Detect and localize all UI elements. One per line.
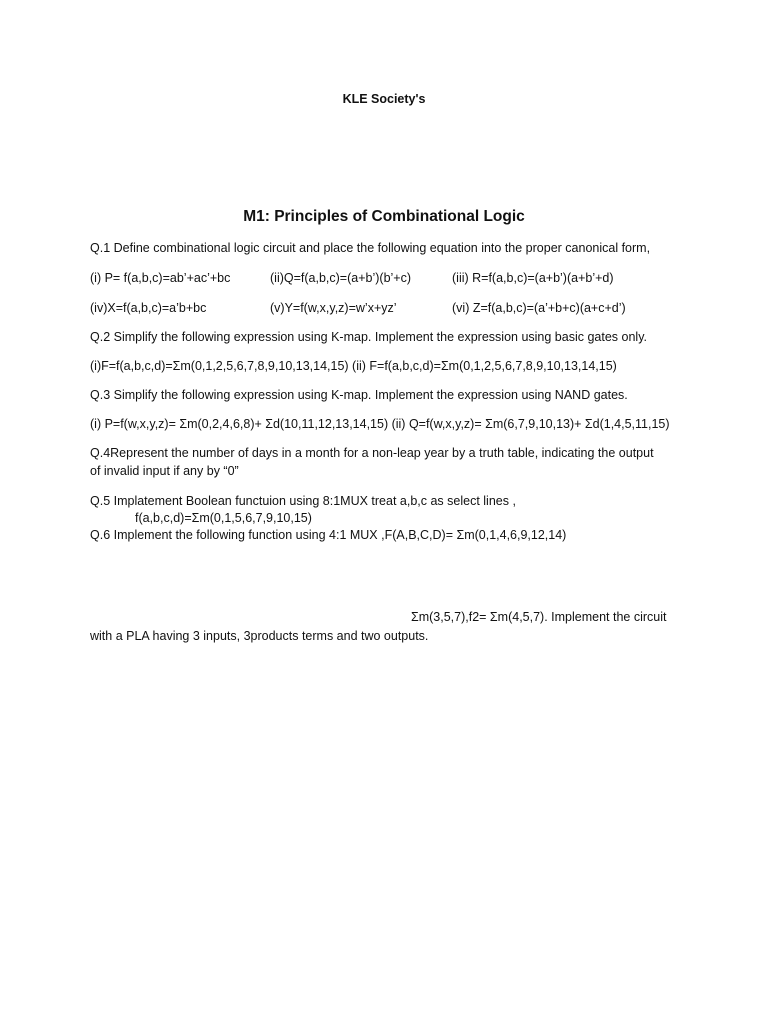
question-2-text: Q.2 Simplify the following expression using K-map. Implement the expression using basic gates only. — [90, 330, 647, 344]
question-3-expression: (i) P=f(w,x,y,z)= Σm(0,2,4,6,8)+ Σd(10,11,12,13,14,15) (ii) Q=f(w,x,y,z)= Σm(6,7,9,10,13)+ Σd(1,4,5,11,15) — [90, 417, 670, 431]
question-5-line-2: f(a,b,c,d)=Σm(0,1,5,6,7,9,10,15) — [135, 511, 312, 525]
question-4-line-1: Q.4Represent the number of days in a month for a non-leap year by a truth table, indicating the output — [90, 446, 654, 460]
question-1-item-ii: (ii)Q=f(a,b,c)=(a+b’)(b’+c) — [270, 271, 412, 285]
question-1-text: Q.1 Define combinational logic circuit and place the following equation into the proper canonical form, — [90, 241, 651, 255]
question-5-line-1: Q.5 Implatement Boolean functuion using 8:1MUX treat a,b,c as select lines , — [90, 494, 516, 508]
question-4-line-2: of invalid input if any by “0” — [90, 464, 239, 478]
question-7-line-2: with a PLA having 3 inputs, 3products terms and two outputs. — [90, 629, 429, 643]
question-1-item-i: (i) P= f(a,b,c)=ab’+ac’+bc — [90, 271, 231, 285]
question-1-item-vi: (vi) Z=f(a,b,c)=(a’+b+c)(a+c+d’) — [452, 301, 626, 315]
question-2-expression: (i)F=f(a,b,c,d)=Σm(0,1,2,5,6,7,8,9,10,13,14,15) (ii) F=f(a,b,c,d)=Σm(0,1,2,5,6,7,8,9,10,13,14,15) — [90, 359, 617, 373]
question-1-item-iii: (iii) R=f(a,b,c)=(a+b’)(a+b’+d) — [452, 271, 614, 285]
question-7-line-1: Σm(3,5,7),f2= Σm(4,5,7). Implement the circuit — [411, 610, 667, 624]
question-6-text: Q.6 Implement the following function using 4:1 MUX ,F(A,B,C,D)= Σm(0,1,4,6,9,12,14) — [90, 528, 567, 542]
question-1-item-v: (v)Y=f(w,x,y,z)=w’x+yz’ — [270, 301, 397, 315]
institution-header: KLE Society's — [342, 92, 426, 106]
question-3-text: Q.3 Simplify the following expression using K-map. Implement the expression using NAND gates. — [90, 388, 628, 402]
module-title: M1: Principles of Combinational Logic — [243, 208, 525, 225]
question-1-item-iv: (iv)X=f(a,b,c)=a’b+bc — [90, 301, 207, 315]
